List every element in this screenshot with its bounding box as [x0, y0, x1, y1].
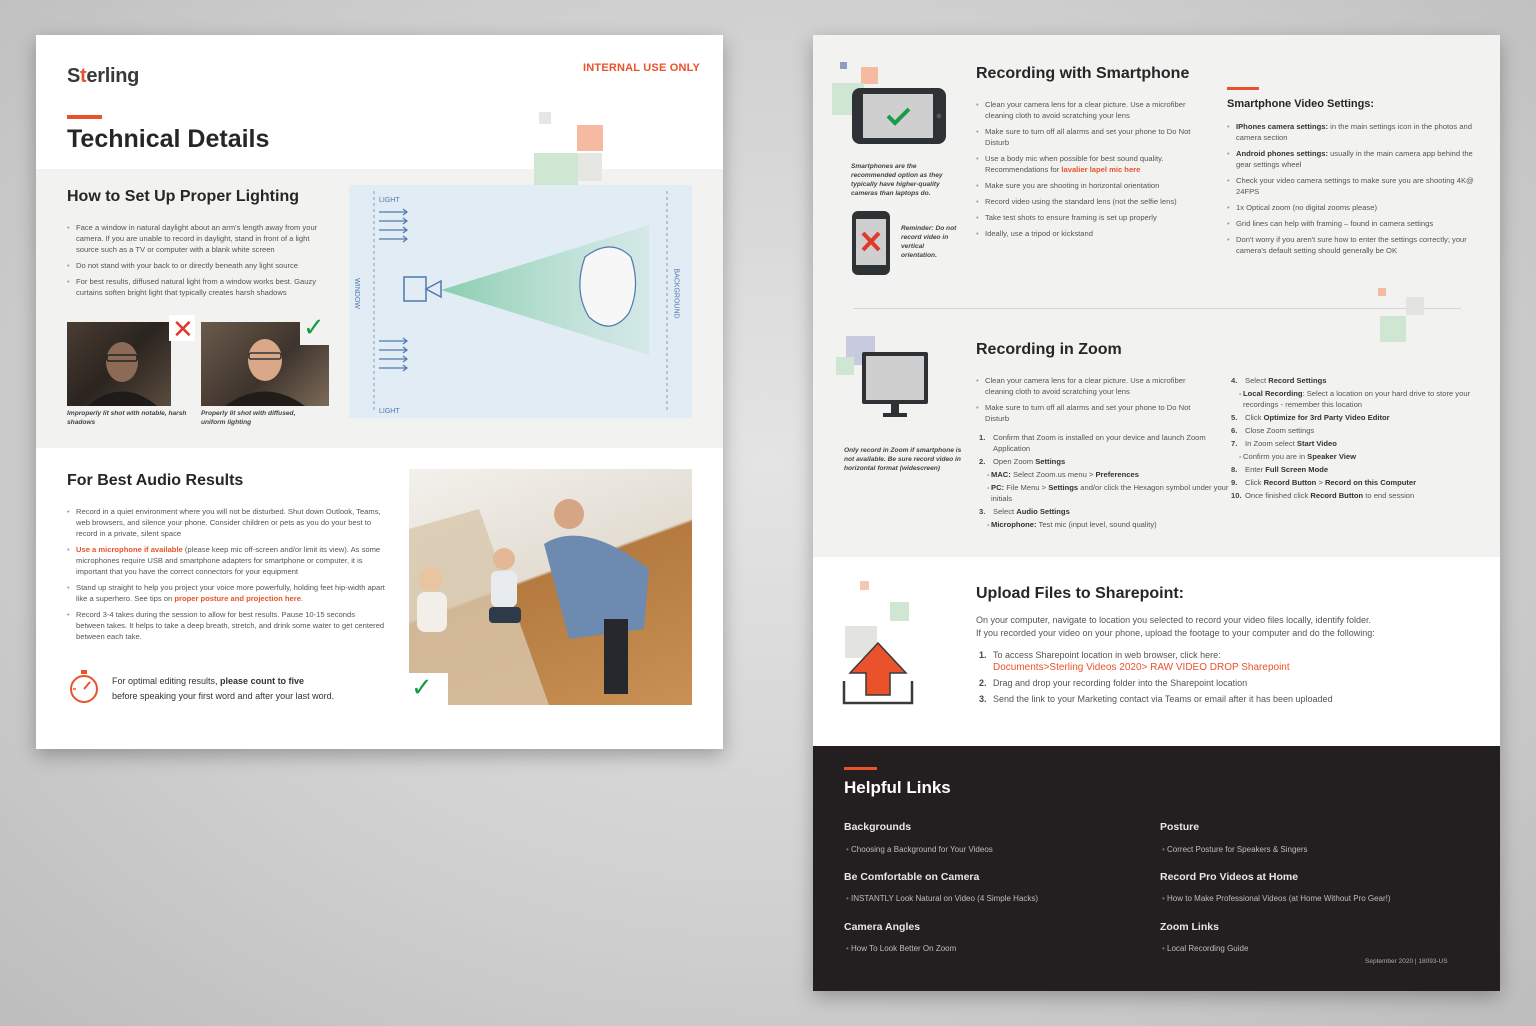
internal-use-label: INTERNAL USE ONLY	[583, 62, 701, 74]
list-item: 2. Open Zoom Settings	[979, 457, 1066, 466]
upload-steps	[979, 649, 1479, 708]
audio-bullets	[67, 506, 385, 647]
helpful-links-section	[813, 746, 1500, 991]
list-item: 4. Select Record Settings	[1231, 376, 1327, 385]
comfortable-title: Be Comfortable on Camera	[844, 871, 980, 883]
zoom-links-title: Zoom Links	[1160, 921, 1219, 933]
page-recording-guide	[813, 35, 1500, 991]
page-technical-details	[36, 35, 723, 749]
comfortable-link[interactable]: • INSTANTLY Look Natural on Video (4 Simple Hacks)	[846, 894, 1038, 903]
list-item: • Make sure you are shooting in horizontal orientation	[976, 180, 1206, 191]
background-label: BACKGROUND	[672, 268, 680, 319]
camera-angles-title: Camera Angles	[844, 921, 921, 933]
zoom-steps-left	[979, 432, 1229, 532]
posture-title: Posture	[1160, 821, 1200, 833]
deco-square	[1380, 316, 1406, 342]
list-item: - Local Recording: Select a location on your hard drive to store your recordings - remember this location	[1231, 388, 1481, 410]
section-divider	[853, 308, 1461, 309]
smartphone-heading: Recording with Smartphone	[976, 65, 1190, 82]
person-silhouette	[67, 322, 171, 406]
list-item: • Record in a quiet environment where you will not be disturbed. Shut down Outlook, Teams, web browsers, and silence your phone. Consider children or pets as you do your best to record in a private, silent space	[67, 506, 385, 539]
smartphone-horizontal-icon	[851, 87, 947, 145]
list-item: 3. Send the link to your Marketing contact via Teams or email after it has been uploaded	[979, 694, 1333, 704]
list-item: • Use a microphone if available (please keep mic off-screen and/or limit its view). As some microphones require USB and smartphone adapters for smartphone or computer, it is important that you have the correct connectors for your equipment	[67, 544, 385, 577]
zoom-steps-right	[1231, 375, 1481, 503]
family-photo-graphic	[409, 469, 692, 705]
list-item: • Face a window in natural daylight about an arm's length away from your camera. If you are unable to record in daylight, stand in front of a light source such as a TV or computer with a blank white screen	[67, 222, 327, 255]
light-label-top: LIGHT	[379, 197, 400, 204]
list-item: • Record 3-4 takes during the session to allow for best results. Pause 10-15 seconds between takes. It helps to take a deep breath, stretch, and drink some water to get centered between each take.	[67, 609, 385, 642]
list-item: 6. Close Zoom settings	[1231, 426, 1315, 435]
accent-bar	[1227, 87, 1259, 90]
list-item: • Clean your camera lens for a clear picture. Use a microfiber cleaning cloth to avoid scratching your lens	[976, 99, 1206, 121]
posture-link[interactable]: proper posture and projection here	[174, 594, 301, 603]
sharepoint-link[interactable]: Documents>Sterling Videos 2020> RAW VIDEO DROP Sharepoint	[993, 662, 1290, 673]
deco-square	[861, 67, 878, 84]
list-item: 9. Click Record Button > Record on this Computer	[1231, 478, 1417, 487]
deco-square	[578, 153, 602, 181]
list-item: • IPhones camera settings: in the main settings icon in the photos and camera section	[1227, 121, 1477, 143]
zoom-bullets	[976, 375, 1206, 429]
good-lighting-caption: Properly lit shot with diffused, uniform lighting	[201, 410, 296, 426]
zoom-caption: Only record in Zoom if smartphone is not available. Be sure record video in horizontal format (widescreen)	[844, 447, 962, 472]
list-item: - MAC: Select Zoom.us menu > Preferences	[979, 469, 1229, 480]
footer-date: September 2020 | 18093-US	[1365, 958, 1448, 965]
zoom-links-link[interactable]: • Local Recording Guide	[1162, 944, 1248, 953]
list-item: • Check your video camera settings to make sure you are shooting 4K@ 24FPS	[1227, 175, 1477, 197]
microphone-link[interactable]: Use a microphone if available	[76, 545, 183, 554]
backgrounds-title: Backgrounds	[844, 821, 912, 833]
audio-photo	[409, 469, 692, 705]
settings-bullets	[1227, 121, 1477, 261]
window-label: WINDOW	[352, 278, 360, 309]
list-item: 10. Once finished click Record Button to end session	[1231, 491, 1415, 500]
list-item: • Ideally, use a tripod or kickstand	[976, 228, 1206, 239]
stopwatch-icon	[67, 668, 101, 706]
list-item: • Clean your camera lens for a clear picture. Use a microfiber cleaning cloth to avoid scratching your lens	[976, 375, 1206, 397]
list-item: • Make sure to turn off all alarms and set your phone to Do Not Disturb	[976, 126, 1206, 148]
check-icon: ✓	[303, 312, 325, 342]
bad-lighting-photo	[67, 322, 171, 406]
record-pro-title: Record Pro Videos at Home	[1160, 871, 1299, 883]
upload-heading: Upload Files to Sharepoint:	[976, 585, 1185, 602]
list-item: • 1x Optical zoom (no digital zooms please)	[1227, 202, 1477, 213]
reminder-caption: Reminder: Do not record video in vertical orientation.	[901, 225, 957, 259]
upload-icon	[842, 641, 914, 705]
deco-square	[836, 357, 854, 375]
camera-angles-link[interactable]: • How To Look Better On Zoom	[846, 944, 956, 953]
lighting-bullets	[67, 222, 327, 303]
lavalier-mic-link[interactable]: lavalier lapel mic here	[1061, 165, 1141, 174]
posture-link[interactable]: • Correct Posture for Speakers & Singers	[1162, 845, 1308, 854]
list-item: • Do not stand with your back to or directly beneath any light source	[67, 260, 327, 271]
list-item: 5. Click Optimize for 3rd Party Video Editor	[1231, 413, 1390, 422]
smartphone-caption: Smartphones are the recommended option as they typically have higher-quality cameras than laptops do.	[851, 163, 943, 197]
lighting-diagram	[349, 185, 692, 418]
list-item: • Android phones settings: usually in the main camera app behind the gear settings wheel	[1227, 148, 1477, 170]
count-tip: For optimal editing results, please count to five before speaking your first word and after your last word.	[112, 676, 335, 701]
deco-square	[1378, 288, 1386, 296]
list-item: • Don't worry if you aren't sure how to enter the settings correctly; your camera's default setting should generally be OK	[1227, 234, 1477, 256]
settings-heading: Smartphone Video Settings:	[1227, 98, 1375, 110]
list-item: 7. In Zoom select Start Video	[1231, 439, 1337, 448]
list-item: • Use a body mic when possible for best sound quality. Recommendations for lavalier lapel mic here	[976, 153, 1206, 175]
lighting-diagram-graphic	[349, 185, 692, 418]
helpful-links-heading: Helpful Links	[844, 778, 951, 797]
record-pro-link[interactable]: • How to Make Professional Videos (at Home Without Pro Gear!)	[1162, 894, 1391, 903]
list-item: 2. Drag and drop your recording folder into the Sharepoint location	[979, 678, 1248, 688]
smartphone-vertical-icon	[851, 210, 891, 276]
list-item: 1. To access Sharepoint location in web browser, click here: Documents>Sterling Videos 2020> RAW VIDEO DROP Sharepoint	[979, 650, 1290, 673]
accent-bar	[67, 115, 102, 119]
list-item: - Confirm you are in Speaker View	[1231, 451, 1481, 462]
list-item: 8. Enter Full Screen Mode	[1231, 465, 1329, 474]
page-title: Technical Details	[67, 125, 270, 153]
accent-bar	[844, 767, 877, 770]
list-item: • Record video using the standard lens (not the selfie lens)	[976, 196, 1206, 207]
light-label-bottom: LIGHT	[379, 408, 400, 415]
deco-square	[840, 62, 847, 69]
sterling-logo: Sterling	[67, 65, 140, 87]
upload-intro: On your computer, navigate to location you selected to record your video files locally, identify folder. If you recorded your video on your phone, upload the footage to your computer and do the following:	[976, 615, 1375, 638]
deco-square	[1406, 297, 1424, 315]
lighting-heading: How to Set Up Proper Lighting	[67, 188, 299, 205]
audio-heading: For Best Audio Results	[67, 472, 244, 489]
bad-lighting-caption: Improperly lit shot with notable, harsh shadows	[67, 410, 187, 426]
list-item: - PC: File Menu > Settings and/or click the Hexagon symbol under your initials	[979, 482, 1229, 504]
deco-square	[539, 112, 551, 124]
list-item: • For best results, diffused natural light from a window works best. Gauzy curtains soften bright light that typically creates harsh shadows	[67, 276, 327, 298]
backgrounds-link[interactable]: • Choosing a Background for Your Videos	[846, 845, 993, 854]
list-item: • Make sure to turn off all alarms and set your phone to Do Not Disturb	[976, 402, 1206, 424]
monitor-icon	[861, 351, 929, 421]
deco-square	[577, 125, 603, 151]
x-icon: ✕	[172, 314, 194, 344]
list-item: • Stand up straight to help you project your voice more powerfully, holding feet hip-width apart like a superhero. See tips on proper posture and projection here.	[67, 582, 385, 604]
list-item: 3. Select Audio Settings	[979, 507, 1070, 516]
list-item: 1. Confirm that Zoom is installed on your device and launch Zoom Application	[979, 433, 1206, 453]
deco-square	[860, 581, 869, 590]
list-item: • Grid lines can help with framing – found in camera settings	[1227, 218, 1477, 229]
deco-square	[890, 602, 909, 621]
zoom-heading: Recording in Zoom	[976, 341, 1122, 358]
smartphone-bullets	[976, 99, 1206, 244]
list-item: • Take test shots to ensure framing is set up properly	[976, 212, 1206, 223]
check-icon: ✓	[411, 672, 433, 702]
list-item: - Microphone: Test mic (input level, sound quality)	[979, 519, 1229, 530]
